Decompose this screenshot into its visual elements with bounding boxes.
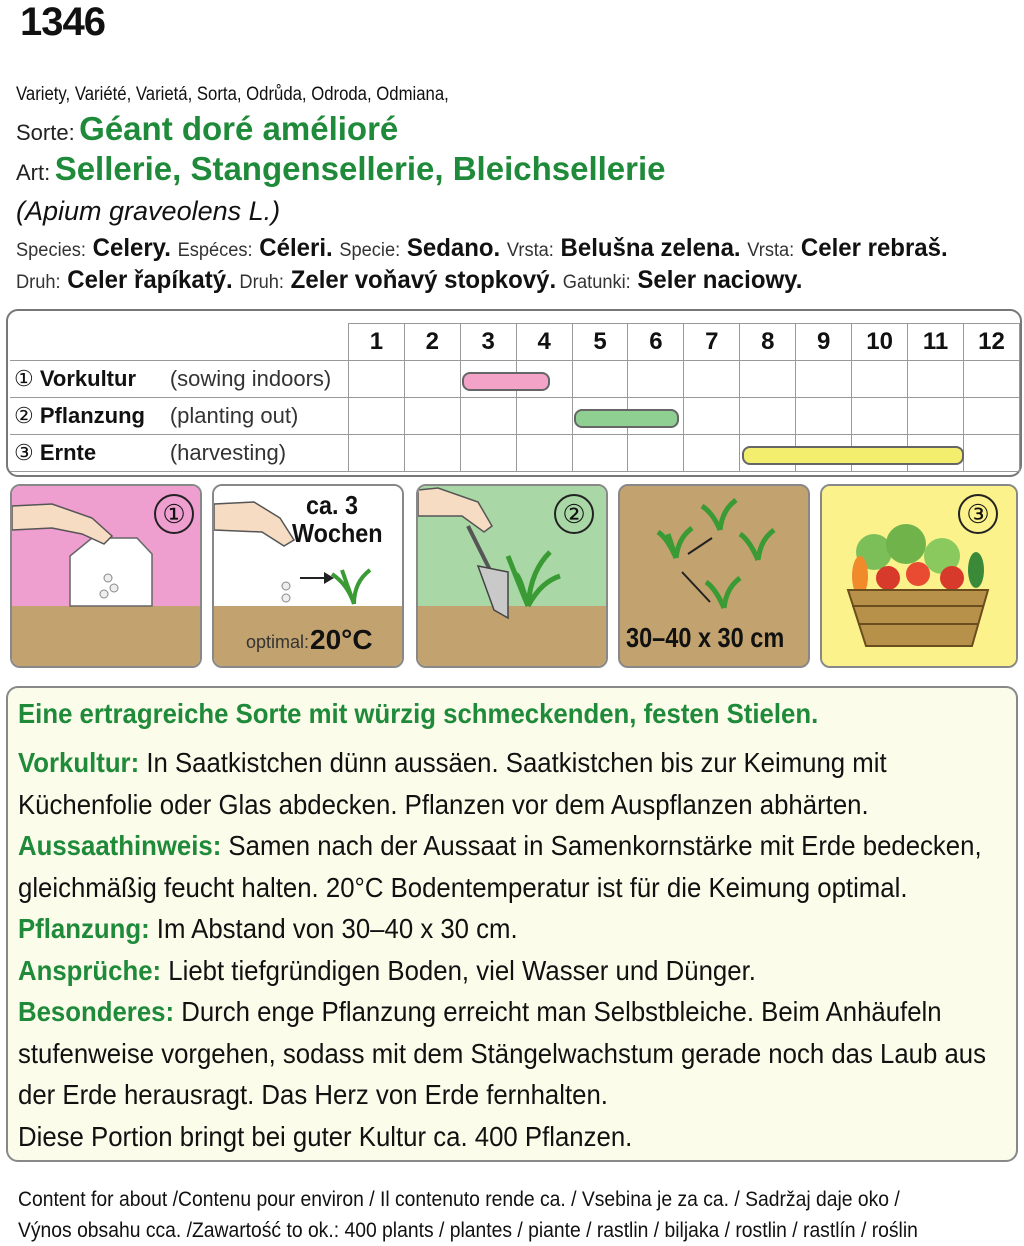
- month-8: 8: [740, 324, 796, 361]
- species-value: Céleri.: [259, 234, 333, 262]
- pictogram-spacing: [618, 484, 810, 668]
- species-label: Espéces:: [177, 240, 253, 261]
- species-value: Celery.: [92, 234, 171, 262]
- species-translations-row: [16, 234, 948, 263]
- pflanzung-text: Im Abstand von 30–40 x 30 cm.: [149, 913, 518, 944]
- species-label: Specie:: [339, 240, 401, 261]
- step-name: Ernte: [39, 440, 97, 465]
- month-10: 10: [852, 324, 908, 361]
- month-2: 2: [404, 324, 460, 361]
- pflanzung-period-bar: [574, 409, 679, 428]
- cultivation-description: [6, 686, 1018, 1162]
- month-9: 9: [796, 324, 852, 361]
- ansprueche-text: Liebt tiefgründigen Boden, viel Wasser und Dünger.: [161, 954, 756, 986]
- ernte-period-bar: [742, 446, 964, 465]
- pictogram-sowing: [10, 484, 202, 668]
- step-label: [10, 435, 348, 472]
- portion-paragraph: Diese Portion bringt bei guter Kultur ca. 400 Pflanzen.: [18, 1120, 633, 1152]
- step-english: (harvesting): [169, 440, 287, 465]
- optimal-label: optimal:: [246, 632, 310, 652]
- growing-calendar: [6, 309, 1022, 477]
- latin-name: (Apium graveolens L.): [16, 196, 281, 226]
- vorkultur-heading: Vorkultur:: [18, 747, 140, 778]
- step-label: [10, 361, 348, 398]
- druh-translations-row: [16, 266, 802, 295]
- calendar-month-header: [10, 324, 1020, 361]
- druh-label: Gatunki:: [562, 272, 631, 293]
- month-6: 6: [628, 324, 684, 361]
- step-english: (planting out): [169, 403, 299, 428]
- species-label: Species:: [16, 240, 86, 261]
- step-number: ②: [14, 403, 34, 428]
- content-note: [18, 1184, 918, 1246]
- besonderes-heading: Besonderes:: [18, 996, 175, 1027]
- step-label: [10, 398, 348, 435]
- sorte-label: Sorte:: [16, 120, 75, 145]
- ansprueche-heading: Ansprüche:: [18, 954, 162, 986]
- art-label: Art:: [16, 160, 51, 185]
- besonderes-paragraph: [18, 991, 993, 1116]
- variety-name: Géant doré amélioré: [79, 110, 399, 147]
- step-name: Vorkultur: [39, 366, 137, 391]
- druh-value: Zeler voňavý stopkový.: [290, 266, 557, 294]
- content-note-line-2: Výnos obsahu cca. /Zawartość to ok.: 400 plants / plantes / piante / rastlin / biljaka / rostlin / rastlín / roślin: [18, 1219, 918, 1242]
- species-value: Celer rebraš.: [800, 234, 948, 262]
- weeks-label: Wochen: [292, 518, 383, 548]
- vorkultur-paragraph: [18, 742, 993, 825]
- pictogram-harvest: [820, 484, 1018, 668]
- aussaat-heading: Aussaathinweis:: [18, 830, 222, 861]
- aussaat-paragraph: [18, 825, 993, 950]
- step-two-badge: ②: [554, 494, 594, 534]
- description-body: [18, 742, 993, 1157]
- month-11: 11: [908, 324, 964, 361]
- content-note-line-1: Content for about /Contenu pour environ / Il contenuto rende ca. / Vsebina je za ca. / Sadržaj daje oko /: [18, 1188, 900, 1211]
- aussaat-text: Samen nach der Aussaat in Samenkornstärke mit Erde bedecken, gleichmäßig feucht halten. 20°C Bodentemperatur ist für die Keimung optimal.: [18, 830, 982, 903]
- product-code: 1346: [20, 0, 105, 44]
- druh-value: Celer řapíkatý.: [67, 266, 233, 294]
- variety-row: [16, 110, 398, 148]
- pflanzung-heading: Pflanzung:: [18, 913, 150, 944]
- optimal-temperature: 20°C: [310, 624, 373, 655]
- druh-label: Druh:: [16, 272, 61, 293]
- month-5: 5: [572, 324, 628, 361]
- vorkultur-period-bar: [462, 372, 550, 391]
- species-label: Vrsta:: [747, 240, 795, 261]
- duration-label: ca. 3: [306, 490, 359, 520]
- month-3: 3: [460, 324, 516, 361]
- step-three-badge: ③: [958, 494, 998, 534]
- month-12: 12: [963, 324, 1019, 361]
- besonderes-text: Durch enge Pflanzung erreicht man Selbstbleiche. Beim Anhäufeln stufenweise vorgehen, sodass mit dem Stängelwachstum gerade noch das Laub aus der Erde herausragt. Das Herz von Erde fernhalten.: [18, 996, 987, 1110]
- step-number: ③: [14, 440, 34, 465]
- species-label: Vrsta:: [506, 240, 554, 261]
- month-7: 7: [684, 324, 740, 361]
- species-german-row: [16, 150, 666, 188]
- calendar-row-pflanzung: [10, 398, 1020, 435]
- step-name: Pflanzung: [39, 403, 145, 428]
- vorkultur-text: In Saatkistchen dünn aussäen. Saatkistchen bis zur Keimung mit Küchenfolie oder Glas abdecken. Pflanzen vor dem Auspflanzen abhärten.: [18, 747, 887, 820]
- step-number: ①: [14, 366, 34, 391]
- druh-value: Seler naciowy.: [637, 266, 803, 294]
- species-value: Sedano.: [406, 234, 501, 262]
- druh-label: Druh:: [239, 272, 285, 293]
- pictogram-planting: [416, 484, 608, 668]
- calendar-corner: [10, 324, 348, 361]
- description-headline: Eine ertragreiche Sorte mit würzig schmeckenden, festen Stielen.: [18, 698, 819, 729]
- ansprueche-paragraph: [18, 950, 993, 992]
- species-value: Belušna zelena.: [560, 234, 741, 262]
- month-1: 1: [348, 324, 404, 361]
- step-one-badge: ①: [154, 494, 194, 534]
- spacing-label: 30–40 x 30 cm: [626, 622, 785, 653]
- species-german-name: Sellerie, Stangensellerie, Bleichsellerie: [54, 150, 666, 187]
- variety-languages-line: Variety, Variété, Varietá, Sorta, Odrůda, Odroda, Odmiana,: [16, 84, 449, 105]
- pictogram-germination: [212, 484, 404, 668]
- step-english: (sowing indoors): [169, 366, 332, 391]
- month-4: 4: [516, 324, 572, 361]
